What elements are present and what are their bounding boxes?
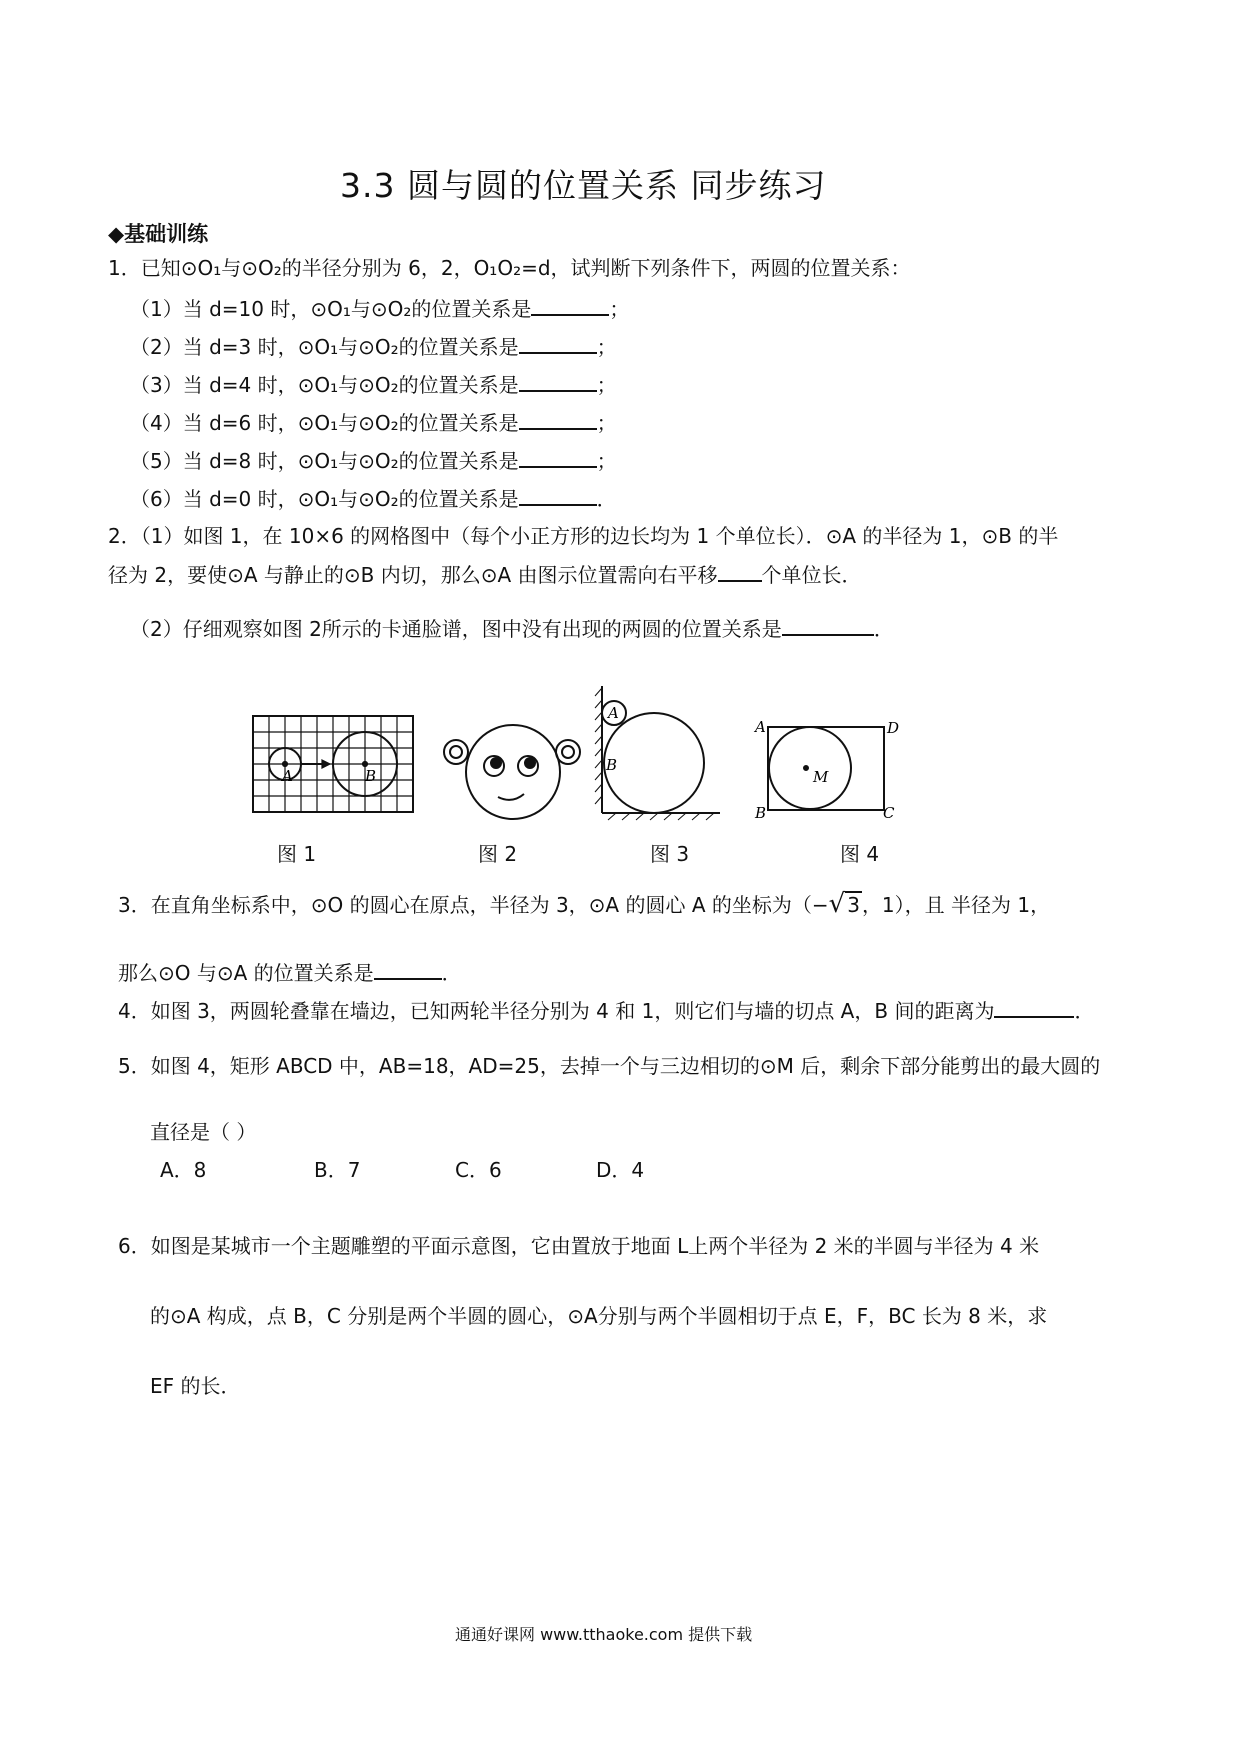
figure-2-face [444,725,580,819]
q5-line1: 5．如图 4，矩形 ABCD 中，AB=18，AD=25，去掉一个与三边相切的⊙M 后，剩余下部分能剪出的最大圆的 [118,1054,1101,1078]
fig4-label-d: D [887,719,900,737]
section-heading: ◆基础训练 [108,222,209,246]
page-title: 3.3 圆与圆的位置关系 同步练习 [340,166,827,205]
q2-part2: （2）仔细观察如图 2所示的卡通脸谱，图中没有出现的两圆的位置关系是 ． [130,617,894,641]
q1-item: （1）当 d=10 时，⊙O₁与⊙O₂的位置关系是 ； [130,297,630,321]
answer-blank[interactable] [519,486,597,506]
q2-line1: 2．（1）如图 1，在 10×6 的网格图中（每个小正方形的边长均为 1 个单位长）．⊙A 的半径为 1，⊙B 的半 [108,524,1059,548]
sqrt-radicand: 3 [847,893,860,917]
q6-line3: EF 的长． [150,1374,241,1398]
q1-item: （6）当 d=0 时，⊙O₁与⊙O₂的位置关系是 ． [130,487,617,511]
fig1-label-b: B [365,767,377,785]
answer-blank[interactable] [994,998,1074,1018]
q3-line2: 那么⊙O 与⊙A 的位置关系是 ． [118,961,462,985]
q1-stem: 1．已知⊙O₁与⊙O₂的半径分别为 6，2，O₁O₂=d，试判断下列条件下，两圆的位置关系： [108,256,911,280]
q5-option-b[interactable]: B．7 [314,1158,361,1182]
q1-item: （2）当 d=3 时，⊙O₁与⊙O₂的位置关系是 ； [130,335,617,359]
q6-line2: 的⊙A 构成，点 B，C 分别是两个半圆的圆心，⊙A分别与两个半圆相切于点 E，F，BC 长为 8 米，求 [150,1304,1048,1328]
fig4-label-a: A [755,718,766,736]
figure-caption-4: 图 4 [840,842,880,866]
sqrt-sign: √ [828,889,846,919]
figure-1-grid [253,716,413,812]
answer-blank[interactable] [374,960,442,980]
fig3-label-a: A [608,704,619,722]
q5-option-a[interactable]: A．8 [160,1158,207,1182]
page-footer: 通通好课网 www.tthaoke.com 提供下载 [455,1625,753,1644]
answer-blank[interactable] [718,562,762,582]
q5-option-c[interactable]: C．6 [455,1158,502,1182]
answer-blank[interactable] [531,296,609,316]
q1-item: （3）当 d=4 时，⊙O₁与⊙O₂的位置关系是 ； [130,373,617,397]
figure-caption-2: 图 2 [478,842,518,866]
answer-blank[interactable] [782,616,874,636]
q1-item: （4）当 d=6 时，⊙O₁与⊙O₂的位置关系是 ； [130,411,617,435]
large-wheel [604,713,704,813]
answer-blank[interactable] [519,334,597,354]
q3-line1: 3．在直角坐标系中，⊙O 的圆心在原点，半径为 3，⊙A 的圆心 A 的坐标为（−√ 3 ，1），且 半径为 1， [118,889,1051,919]
q5-line2: 直径是（ ） [150,1120,257,1144]
q2-line2: 径为 2，要使⊙A 与静止的⊙B 内切，那么⊙A 由图示位置需向右平移 个单位长． [108,563,862,587]
answer-blank[interactable] [519,448,597,468]
answer-blank[interactable] [519,410,597,430]
fig4-label-m: M [813,768,829,786]
q1-item: （5）当 d=8 时，⊙O₁与⊙O₂的位置关系是 ； [130,449,617,473]
answer-blank[interactable] [519,372,597,392]
figure-caption-1: 图 1 [277,842,317,866]
figure-caption-3: 图 3 [650,842,690,866]
fig3-label-b: B [606,756,618,774]
q4-text: 4．如图 3，两圆轮叠靠在墙边，已知两轮半径分别为 4 和 1，则它们与墙的切点 A，B 间的距离为 ． [118,999,1095,1023]
fig4-label-c: C [883,804,895,822]
fig1-label-a: A [282,767,293,785]
q6-line1: 6．如图是某城市一个主题雕塑的平面示意图，它由置放于地面 L上两个半径为 2 米的半圆与半径为 4 米 [118,1234,1040,1258]
q5-option-d[interactable]: D．4 [596,1158,645,1182]
figures-strip [250,680,980,830]
circle-m [769,727,851,809]
fig4-label-b: B [755,804,767,822]
